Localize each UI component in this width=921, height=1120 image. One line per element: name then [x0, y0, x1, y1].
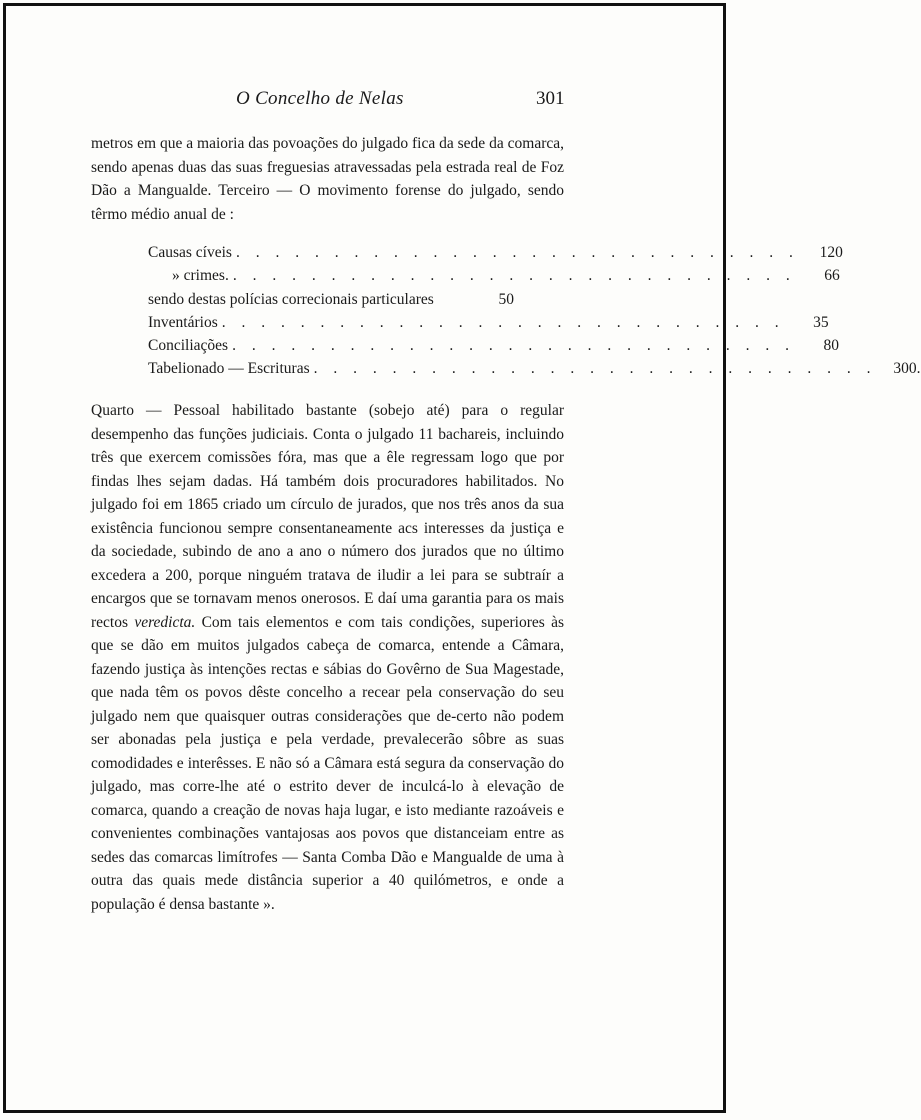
- stats-row-crimes: [148, 267, 840, 290]
- stats-label: » crimes.: [172, 267, 229, 285]
- stats-row-conciliacoes: [148, 337, 839, 360]
- stats-value: 35: [813, 313, 829, 331]
- stats-label: Tabelionado — Escrituras: [148, 360, 310, 378]
- leader-dots: . . . . . . . . . . . . . . . . . . . . . . . . . . . . .: [313, 360, 877, 378]
- leader-dots: . . . . . . . . . . . . . . . . . . . . . . . . . . . . .: [235, 244, 799, 261]
- paragraph-quarto: [91, 399, 564, 916]
- leader-dots: . . . . . . . . . . . . . . . . . . . . . . . . . . . . .: [221, 313, 785, 331]
- paragraph-text: Com tais elementos e com tais condições, superiores às que se dão em muitos julgados cabeça de comarca, entende a Câmara, fazendo justiça às intenções rectas e sábias do Govêrno de Sua Magestade, que nada têm os povos dêste concelho a recear pela conservação do seu julgado nem que quaisquer outras considerações que de-certo não podem ser abonadas pela justiça e pela verdade, prevalecerão sôbre as suas comodidades e interêsses. E não só a Câmara está segura da conservação do julgado, mas corre-lhe até o estrito dever de inculcá-lo à elevação de comarca, quando a creação de novas haja lugar, e isto mediante razoáveis e convenientes combinações vantajosas aos povos que distanceiam entre as sedes das comarcas limítrofes — Santa Comba Dão e Mangualde de uma à outra das quais mede distância superior a 40 quilómetros, e onde a população é densa bastante ».: [91, 613, 564, 913]
- stats-label: Inventários: [148, 313, 218, 331]
- page-header: [0, 88, 733, 118]
- stats-row-causas-civeis: [148, 244, 843, 267]
- stats-value: 80: [823, 337, 839, 355]
- page-number: 301: [536, 88, 565, 109]
- stats-value: 66: [824, 267, 840, 285]
- leader-dots: . . . . . . . . . . . . . . . . . . . . . . . . . . . . .: [232, 337, 795, 355]
- running-title: O Concelho de Nelas: [236, 88, 404, 109]
- paragraph-text: Quarto — Pessoal habilitado bastante (sobejo até) para o regular desempenho das funções judiciais. Conta o julgado 11 bachareis, incluindo três que exercem comissões fóra, mas que a êle regressam logo que por findas lhes sejam dadas. Há também dois procuradores habilitados. No julgado foi em 1865 criado um círculo de jurados, que nos três anos da sua existência funcionou sempre consentaneamente acs interesses da justiça e da sociedade, subindo de ano a ano o número dos jurados que no último excedera a 200, porque ninguém tratava de iludir a lei para se subtraír a encargos que se tornavam menos onerosos. E daí uma garantia para os mais rectos: [91, 402, 564, 631]
- statistics-table: [148, 244, 921, 384]
- stats-label: Causas cíveis: [148, 244, 232, 261]
- stats-value: 50: [498, 290, 514, 308]
- stats-value: 300.: [893, 360, 921, 378]
- stats-row-policias: [148, 291, 514, 314]
- stats-row-tabelionado: [148, 360, 921, 383]
- stats-label: Conciliações: [148, 337, 229, 355]
- stats-value: 120: [819, 244, 843, 261]
- italic-term: veredicta.: [134, 613, 196, 631]
- stats-label: sendo destas polícias correcionais particulares: [148, 290, 434, 308]
- stats-row-inventarios: [148, 313, 829, 337]
- leader-dots: . . . . . . . . . . . . . . . . . . . . . . . . . . . . .: [232, 267, 796, 285]
- paragraph-intro: metros em que a maioria das povoações do julgado fica da sede da comarca, sendo apenas duas das suas freguesias atravessadas pela estrada real de Foz Dão a Mangualde. Terceiro — O movimento forense do julgado, sendo têrmo médio anual de :: [91, 135, 564, 223]
